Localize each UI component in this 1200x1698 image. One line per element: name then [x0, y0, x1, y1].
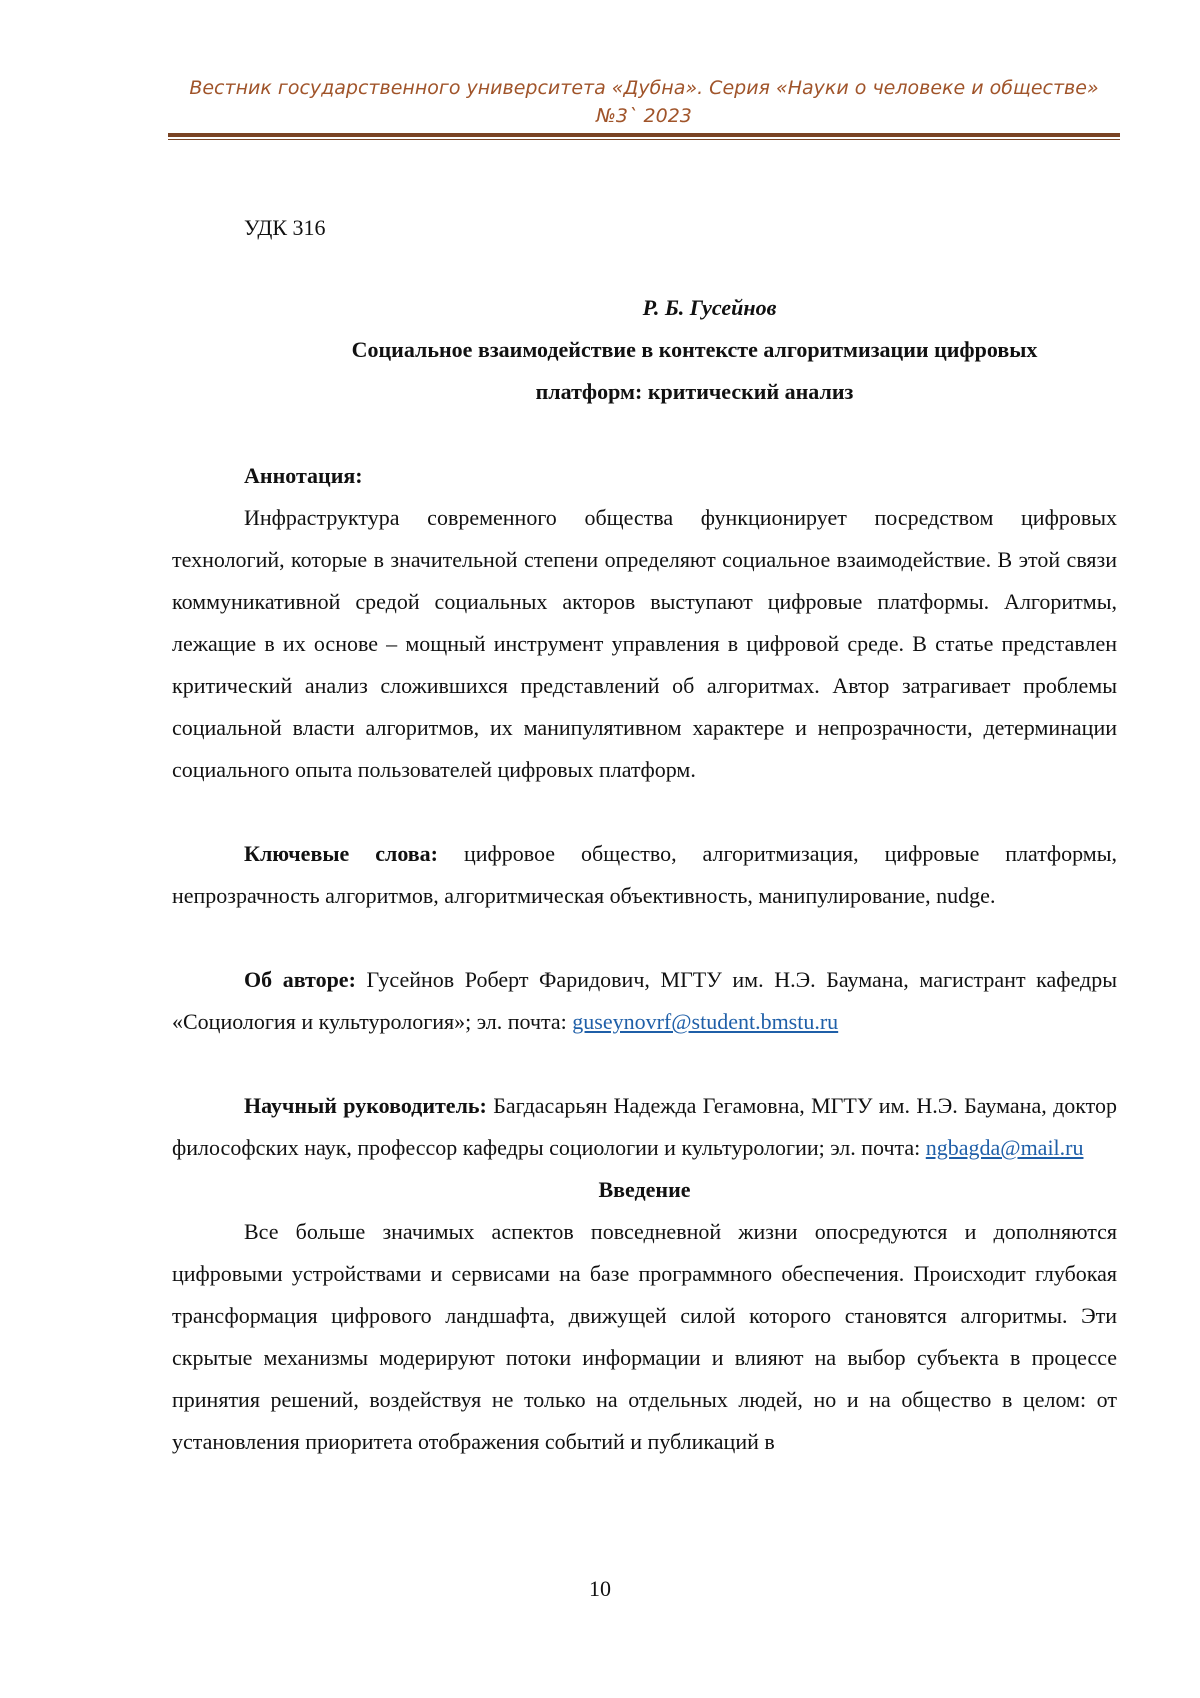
keywords-paragraph — [172, 833, 1117, 917]
keywords-text: цифровое общество, алгоритмизация, цифровые платформы, непрозрачность алгоритмов, алгоритмическая объективность, манипулирование, nudge. — [172, 841, 1117, 908]
annotation-text: Инфраструктура современного общества функционирует посредством цифровых технологий, которые в значительной степени определяют социальное взаимодействие. В этой связи коммуникативной средой социальных акторов выступают цифровые платформы. Алгоритмы, лежащие в их основе – мощный инструмент управления в цифровой среде. В статье представлен критический анализ сложившихся представлений об алгоритмах. Автор затрагивает проблемы социальной власти алгоритмов, их манипулятивном характере и непрозрачности, детерминации социального опыта пользователей цифровых платформ. — [172, 497, 1117, 791]
article-title-line-2: платформ: критический анализ — [172, 371, 1117, 413]
about-author-paragraph — [172, 959, 1117, 1043]
advisor-label: Научный руководитель: — [244, 1093, 487, 1118]
advisor-paragraph — [172, 1085, 1117, 1169]
keywords-label: Ключевые слова: — [244, 841, 438, 866]
advisor-email-link[interactable]: ngbagda@mail.ru — [926, 1135, 1084, 1160]
header-rule — [168, 133, 1120, 137]
page-number: 10 — [0, 1574, 1200, 1604]
introduction-heading: Введение — [172, 1169, 1117, 1211]
article-author: Р. Б. Гусейнов — [172, 287, 1117, 329]
udk-code: УДК 316 — [172, 207, 1117, 249]
introduction-text: Все больше значимых аспектов повседневной жизни опосредуются и дополняются цифровыми устройствами и сервисами на базе программного обеспечения. Происходит глубокая трансформация цифрового ландшафта, движущей силой которого становятся алгоритмы. Эти скрытые механизмы модерируют потоки информации и влияют на выбор субъекта в процессе принятия решений, воздействуя не только на отдельных людей, но и на общество в целом: от установления приоритета отображения событий и публикаций в — [172, 1211, 1117, 1463]
about-author-text: Гусейнов Роберт Фаридович, МГТУ им. Н.Э. Баумана, магистрант кафедры «Социология и культурология»; эл. почта: — [172, 967, 1117, 1034]
journal-title: Вестник государственного университета «Дубна». Серия «Науки о человеке и обществе» — [168, 74, 1120, 102]
article-body — [172, 207, 1117, 1463]
running-header — [168, 74, 1120, 130]
about-author-label: Об авторе: — [244, 967, 356, 992]
issue-number: №3` 2023 — [168, 102, 1120, 130]
annotation-heading: Аннотация: — [172, 455, 1117, 497]
article-title-line-1: Социальное взаимодействие в контексте алгоритмизации цифровых — [172, 329, 1117, 371]
advisor-text: Багдасарьян Надежда Гегамовна, МГТУ им. Н.Э. Баумана, доктор философских наук, профессор кафедры социологии и культурологии; эл. почта: — [172, 1093, 1117, 1160]
header-rule-thin — [168, 139, 1120, 140]
author-email-link[interactable]: guseynovrf@student.bmstu.ru — [572, 1009, 838, 1034]
